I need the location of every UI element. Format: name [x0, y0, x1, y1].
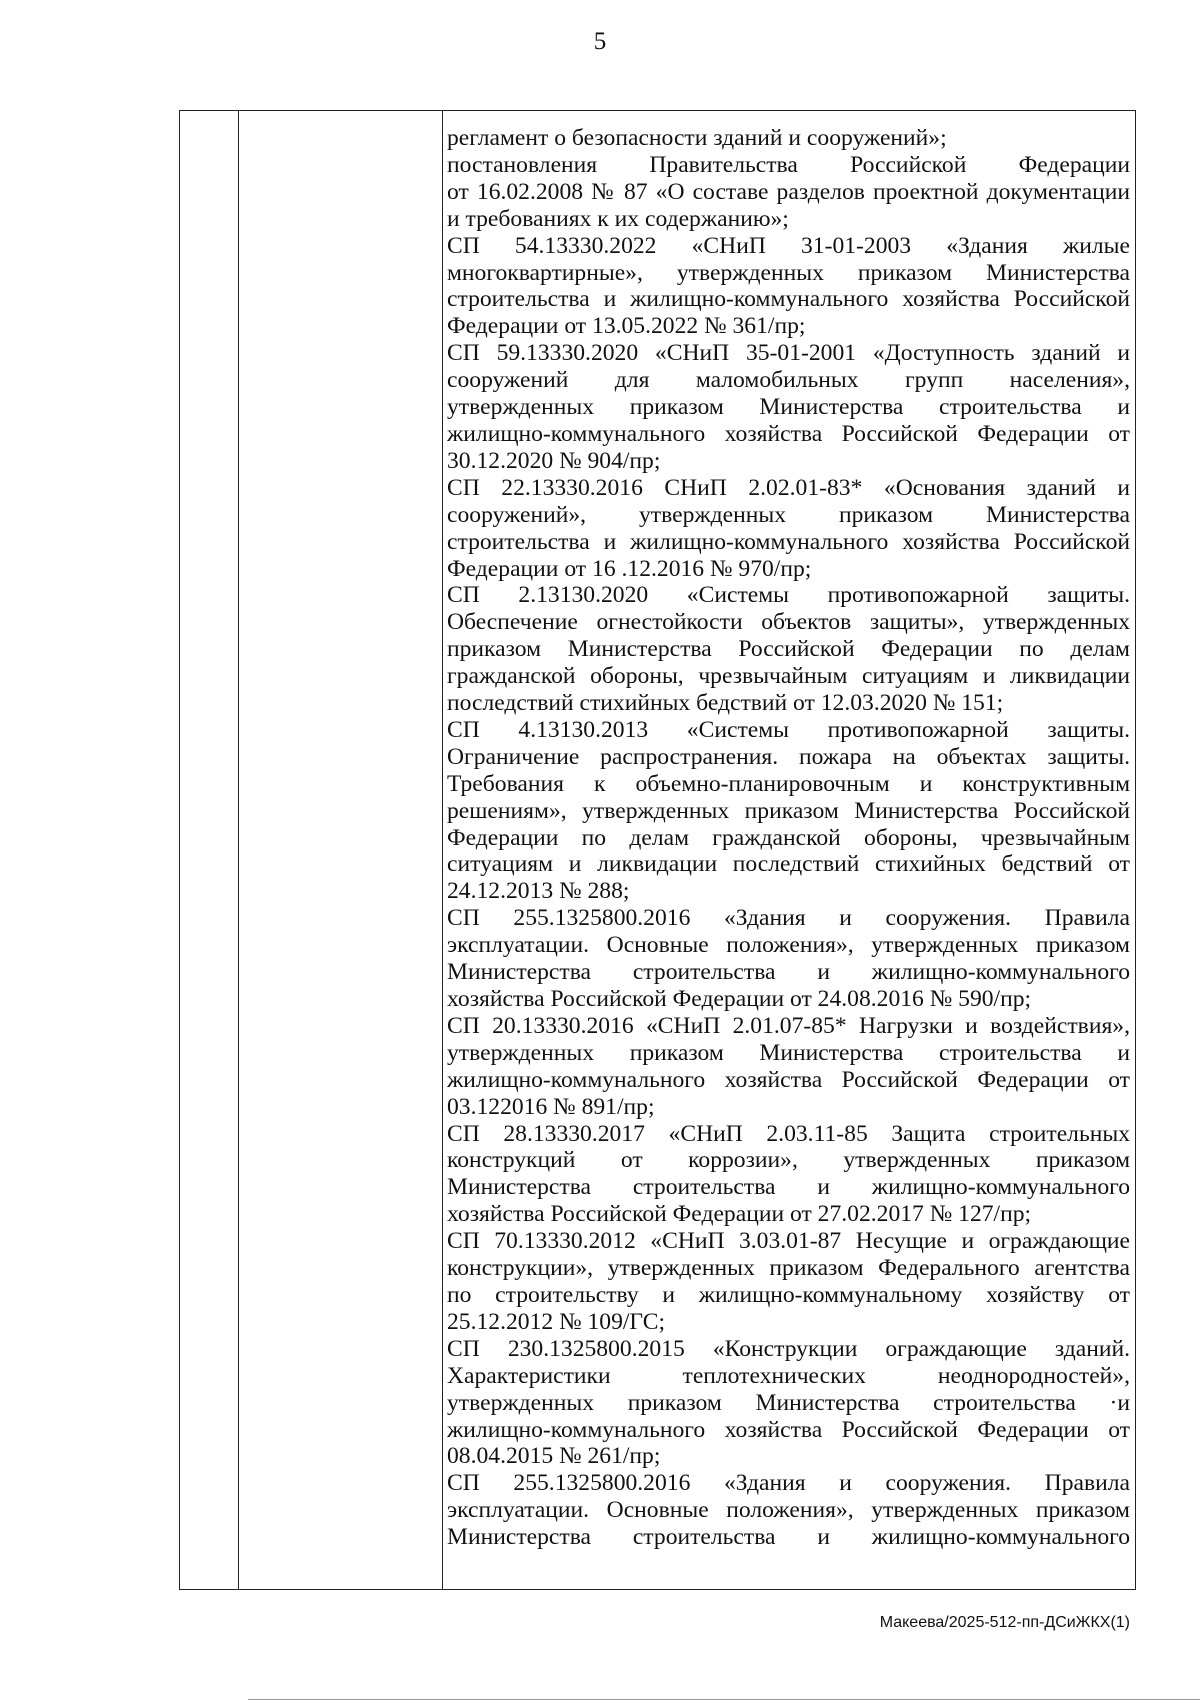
- text-line: 08.04.2015 № 261/пр;: [447, 1443, 661, 1470]
- text-line: хозяйства Российской Федерации от 24.08.2016 № 590/пр;: [447, 986, 1032, 1012]
- text-line: по строительству и жилищно-коммунальному хозяйству от: [447, 1281, 1130, 1308]
- text-line: Федерации по делам гражданской обороны, чрезвычайным: [447, 824, 1130, 851]
- text-line: Министерства строительства и жилищно-коммунального: [447, 1174, 1130, 1201]
- text-line: СП 22.13330.2016 СНиП 2.02.01-83* «Основания зданий и: [447, 474, 1130, 501]
- text-line: жилищно-коммунального хозяйства Российской Федерации от: [447, 1416, 1130, 1443]
- text-line: 25.12.2012 № 109/ГС;: [447, 1308, 666, 1335]
- text-line: сооружений для маломобильных групп населения»,: [447, 367, 1130, 394]
- page-number: 5: [593, 28, 607, 55]
- text-line: СП 54.13330.2022 «СНиП 31-01-2003 «Здания жилые: [447, 232, 1130, 259]
- text-line: хозяйства Российской Федерации от 27.02.2017 № 127/пр;: [447, 1201, 1032, 1228]
- text-line: эксплуатации. Основные положения», утвержденных приказом: [447, 1497, 1130, 1524]
- text-line: Федерации от 13.05.2022 № 361/пр;: [447, 313, 806, 340]
- text-line: СП 28.13330.2017 «СНиП 2.03.11-85 Защита строительных: [447, 1120, 1130, 1147]
- text-line: Обеспечение огнестойкости объектов защиты», утвержденных: [447, 609, 1130, 636]
- table-column-divider: [238, 111, 239, 1589]
- document-table: [179, 110, 1136, 1590]
- text-line: СП 70.13330.2012 «СНиП 3.03.01-87 Несущие и ограждающие: [447, 1228, 1130, 1255]
- text-line: СП 230.1325800.2015 «Конструкции ограждающие зданий.: [447, 1335, 1130, 1362]
- text-line: Министерства строительства и жилищно-коммунального: [447, 959, 1130, 986]
- text-line: 30.12.2020 № 904/пр;: [447, 447, 661, 474]
- text-line: постановления Правительства Российской Федерации: [447, 151, 1130, 178]
- text-line: жилищно-коммунального хозяйства Российской Федерации от: [447, 1066, 1130, 1093]
- bottom-edge-rule: [248, 1699, 1200, 1700]
- document-code: Макеева/2025-512-пп-ДСиЖКХ(1): [879, 1614, 1130, 1631]
- text-line: многоквартирные», утвержденных приказом Министерства: [447, 259, 1130, 286]
- text-line: гражданской обороны, чрезвычайным ситуациям и ликвидации: [447, 663, 1130, 690]
- text-line: конструкций от коррозии», утвержденных приказом: [447, 1147, 1130, 1174]
- text-line: эксплуатации. Основные положения», утвержденных приказом: [447, 932, 1130, 959]
- text-line: последствий стихийных бедствий от 12.03.2020 № 151;: [447, 690, 1004, 717]
- text-line: Федерации от 16 .12.2016 № 970/пр;: [447, 555, 812, 582]
- text-line: решениям», утвержденных приказом Министерства Российской: [447, 797, 1130, 824]
- table-cell-regulations-list: [447, 125, 1130, 1551]
- text-line: 24.12.2013 № 288;: [447, 878, 630, 905]
- text-line: 03.122016 № 891/пр;: [447, 1093, 655, 1120]
- text-line: жилищно-коммунального хозяйства Российской Федерации от: [447, 420, 1130, 447]
- text-line: Характеристики теплотехнических неоднородностей»,: [447, 1362, 1130, 1389]
- text-line: строительства и жилищно-коммунального хозяйства Российской: [447, 528, 1130, 555]
- text-line: СП 4.13130.2013 «Системы противопожарной защиты.: [447, 716, 1130, 743]
- text-line: СП 255.1325800.2016 «Здания и сооружения. Правила: [447, 905, 1130, 932]
- text-line: от 16.02.2008 № 87 «О составе разделов проектной документации: [447, 178, 1130, 205]
- text-line: СП 255.1325800.2016 «Здания и сооружения. Правила: [447, 1470, 1130, 1497]
- text-line: строительства и жилищно-коммунального хозяйства Российской: [447, 286, 1130, 313]
- text-line: утвержденных приказом Министерства строительства и: [447, 394, 1130, 421]
- text-line: СП 59.13330.2020 «СНиП 35-01-2001 «Доступность зданий и: [447, 340, 1130, 367]
- text-line: Требования к объемно-планировочным и конструктивным: [447, 770, 1130, 797]
- text-line: и требованиях к их содержанию»;: [447, 205, 789, 232]
- text-line: конструкции», утвержденных приказом Федерального агентства: [447, 1255, 1130, 1282]
- text-line: СП 2.13130.2020 «Системы противопожарной защиты.: [447, 582, 1130, 609]
- text-line: сооружений», утвержденных приказом Министерства: [447, 501, 1130, 528]
- text-line: регламент о безопасности зданий и сооружений»;: [447, 125, 947, 151]
- text-line: утвержденных приказом Министерства строительства и: [447, 1039, 1130, 1066]
- text-line: СП 20.13330.2016 «СНиП 2.01.07-85* Нагрузки и воздействия»,: [447, 1012, 1130, 1039]
- text-line: Министерства строительства и жилищно-коммунального: [447, 1524, 1130, 1551]
- text-line: ситуациям и ликвидации последствий стихийных бедствий от: [447, 851, 1130, 878]
- text-line: Ограничение распространения. пожара на объектах защиты.: [447, 743, 1130, 770]
- table-column-divider: [442, 111, 443, 1589]
- text-line: приказом Министерства Российской Федерации по делам: [447, 636, 1130, 663]
- text-line: утвержденных приказом Министерства строительства ·и: [447, 1389, 1130, 1416]
